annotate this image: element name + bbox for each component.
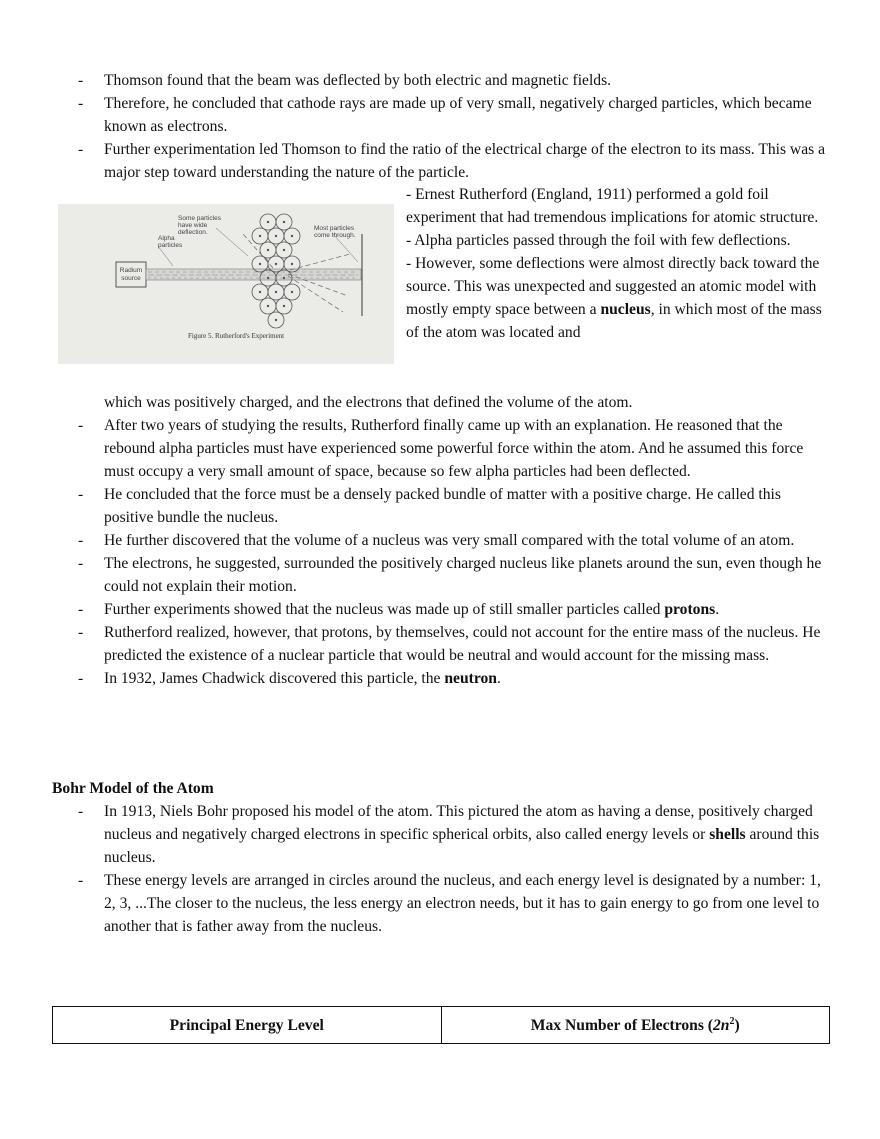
list-item: - The electrons, he suggested, surrounded the positively charged nucleus like planets around the sun, even though he could not explain their motion. [0,552,880,598]
list-item: - Therefore, he concluded that cathode rays are made up of very small, negatively charged particles, which became known as electrons. [0,92,880,138]
rutherford-text [406,183,836,344]
list-item [0,598,880,621]
figure-label: Some particles [178,215,221,222]
list-item: - Rutherford realized, however, that protons, by themselves, could not account for the entire mass of the nucleus. He predicted the existence of a nuclear particle that would be neutral and would account for the missing mass. [0,621,880,667]
bold-term: shells [709,826,746,843]
text-span: Max Number of Electrons ( [530,1016,713,1034]
figure-label: come through. [314,232,356,239]
figure-label: have wide [178,222,208,229]
table-header-row [53,1007,830,1044]
paragraph-continuation: which was positively charged, and the electrons that defined the volume of the atom. [104,394,633,411]
rutherford-bullet-list [0,414,880,690]
source-label: source [121,275,141,282]
bold-term: nucleus [600,301,651,318]
bold-term: protons [664,601,716,618]
thomson-bullet-list [0,69,880,184]
text-span: , in which most of the mass of the atom was located and [406,301,822,341]
paragraph: - Alpha particles passed through the foil with few deflections. [406,232,791,249]
figure-label: particles [158,242,183,249]
alpha-beam [146,269,361,280]
list-item [0,667,880,690]
figure-label: deflection. [178,229,208,236]
list-item: - After two years of studying the results, Rutherford finally came up with an explanation. He reasoned that the rebound alpha particles must have experienced some powerful force within the atom. And he assumed this force must occupy a very small amount of space, because so few alpha particles had been deflected. [0,414,880,483]
exponent: 2 [729,1015,735,1027]
thomson-section [0,69,880,184]
text-span: Further experiments showed that the nucleus was made up of still smaller particles called [104,601,665,618]
radium-label: Radium [119,267,143,274]
text-span: In 1932, James Chadwick discovered this particle, the [104,670,445,687]
rutherford-conclusions [0,391,880,690]
figure-caption: Figure 5. Rutherford's Experiment [188,332,285,340]
list-item: - Thomson found that the beam was deflected by both electric and magnetic fields. [0,69,880,92]
paragraph: - Ernest Rutherford (England, 1911) performed a gold foil experiment that had tremendous implications for atomic structure. [406,186,819,226]
figure-label: Most particles [314,225,355,232]
list-item: - He further discovered that the volume of a nucleus was very small compared with the total volume of an atom. [0,529,880,552]
text-span: around this nucleus. [104,826,820,866]
paragraph [406,252,836,344]
list-item: - He concluded that the force must be a densely packed bundle of matter with a positive charge. He called this positive bundle the nucleus. [0,483,880,529]
list-item [0,800,880,869]
list-item: - These energy levels are arranged in circles around the nucleus, and each energy level is designated by a number: 1, 2, 3, ...The closer to the nucleus, the less energy an electron needs, but it has to gain energy to go from one level to another that is father away from the nucleus. [0,869,880,938]
gold-foil-diagram [58,204,394,364]
bohr-section [0,800,880,938]
text-span: - However, some deflections were almost directly back toward the source. This was unexpected and suggested an atomic model with mostly empty space between a [406,255,820,318]
text-span: . [715,601,720,618]
text-span: In 1913, Niels Bohr proposed his model of the atom. This pictured the atom as having a dense, positively charged nucleus and negatively charged electrons in specific spherical orbits, also called energy levels or [104,803,813,843]
column-header-max-electrons [441,1007,830,1044]
energy-level-table [52,1006,830,1044]
bohr-bullet-list [0,800,880,938]
text-span: . [496,670,501,687]
formula: 2n [713,1016,730,1034]
column-header-principal-energy-level: Principal Energy Level [53,1007,442,1044]
figure-label: Alpha [158,235,175,242]
text-span: ) [734,1016,740,1034]
rutherford-experiment-figure [58,204,394,364]
list-item: - Further experimentation led Thomson to find the ratio of the electrical charge of the electron to its mass. This was a major step toward understanding the nature of the particle. [0,138,880,184]
section-heading: Bohr Model of the Atom [52,780,214,797]
bold-term: neutron [444,670,497,687]
